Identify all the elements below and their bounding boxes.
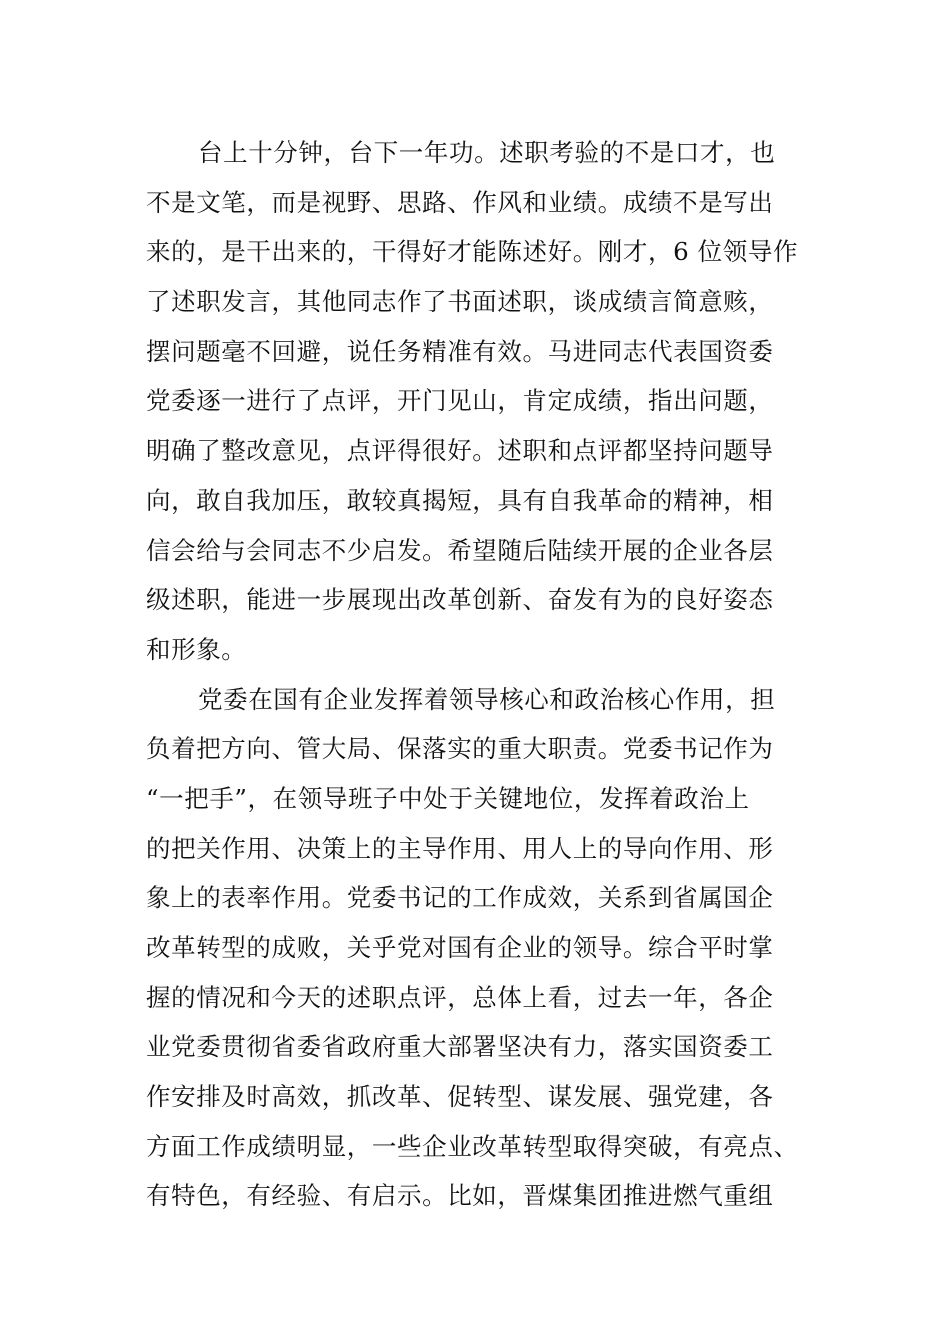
paragraph-line: 党委逐一进行了点评，开门见山，肯定成绩，指出问题， bbox=[146, 386, 774, 416]
paragraph-line: 业党委贯彻省委省政府重大部署坚决有力，落实国资委工 bbox=[146, 1032, 774, 1062]
paragraph-line: 和形象。 bbox=[146, 634, 247, 664]
paragraph-line: 向，敢自我加压，敢较真揭短，具有自我革命的精神，相 bbox=[146, 485, 774, 515]
paragraph-line: 台上十分钟，台下一年功。述职考验的不是口才，也 bbox=[198, 138, 776, 167]
paragraph-line: 作安排及时高效，抓改革、促转型、谋发展、强党建，各 bbox=[146, 1082, 774, 1112]
paragraph-line: 摆问题毫不回避，说任务精准有效。马进同志代表国资委 bbox=[146, 336, 774, 366]
paragraph-line: 方面工作成绩明显，一些企业改革转型取得突破，有亮点、 bbox=[146, 1131, 799, 1161]
paragraph-line: 负着把方向、管大局、保落实的重大职责。党委书记作为 bbox=[146, 734, 774, 764]
paragraph-line: 来的，是干出来的，干得好才能陈述好。刚才，6 位领导作 bbox=[146, 237, 799, 267]
body-text bbox=[146, 128, 806, 1221]
paragraph-line: 了述职发言，其他同志作了书面述职，谈成绩言简意赅， bbox=[146, 287, 774, 317]
paragraph-line: 党委在国有企业发挥着领导核心和政治核心作用，担 bbox=[198, 684, 776, 714]
paragraph-line: 握的情况和今天的述职点评，总体上看，过去一年，各企 bbox=[146, 982, 774, 1012]
paragraph-line: 级述职，能进一步展现出改革创新、奋发有为的良好姿态 bbox=[146, 585, 774, 615]
paragraph-line: 明确了整改意见，点评得很好。述职和点评都坚持问题导 bbox=[146, 436, 774, 466]
paragraph-1 bbox=[146, 128, 806, 675]
paragraph-line: 信会给与会同志不少启发。希望随后陆续开展的企业各层 bbox=[146, 535, 774, 565]
paragraph-line: 改革转型的成败，关乎党对国有企业的领导。综合平时掌 bbox=[146, 933, 774, 962]
paragraph-line: 的把关作用、决策上的主导作用、用人上的导向作用、形 bbox=[146, 833, 774, 863]
paragraph-2 bbox=[146, 675, 806, 1222]
paragraph-line: 不是文笔，而是视野、思路、作风和业绩。成绩不是写出 bbox=[146, 187, 774, 217]
paragraph-line: 象上的表率作用。党委书记的工作成效，关系到省属国企 bbox=[146, 883, 774, 913]
paragraph-line: “一把手”，在领导班子中处于关键地位，发挥着政治上 bbox=[146, 783, 750, 813]
paragraph-line: 有特色，有经验、有启示。比如，晋煤集团推进燃气重组 bbox=[146, 1181, 774, 1211]
